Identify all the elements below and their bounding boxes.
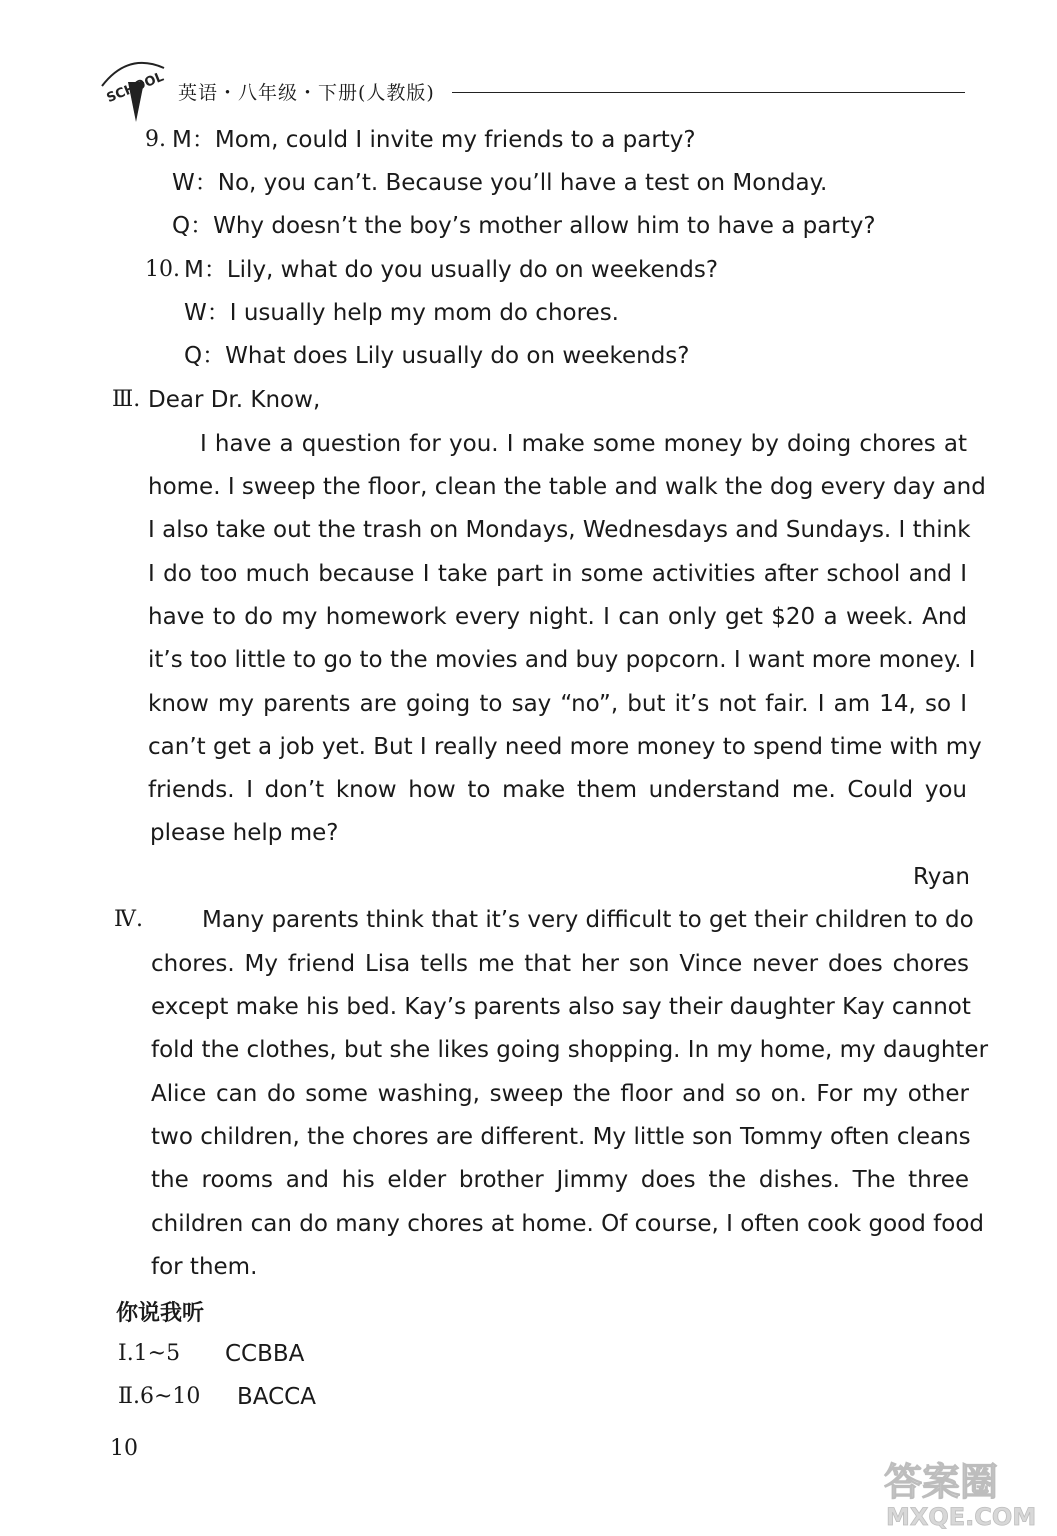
passage-line: chores. My friend Lisa tells me that her son Vince never does chores — [151, 951, 969, 977]
passage-line-last: for them. — [151, 1254, 258, 1280]
letter-line-last: please help me? — [150, 820, 339, 846]
passage-line: children can do many chores at home. Of course, I often cook good food — [151, 1211, 984, 1237]
answer-value-2: BACCA — [237, 1384, 316, 1410]
letter-line: it’s too little to go to the movies and buy popcorn. I want more money. I — [148, 647, 976, 673]
answer-label-2: Ⅱ.6~10 — [118, 1384, 201, 1409]
item-10-number: 10. — [145, 257, 180, 282]
letter-line: I also take out the trash on Mondays, Wednesdays and Sundays. I think — [148, 517, 971, 543]
passage-line: fold the clothes, but she likes going shopping. In my home, my daughter — [151, 1037, 989, 1063]
letter-signature: Ryan — [912, 864, 970, 890]
passage-line: Alice can do some washing, sweep the floor and so on. For my other — [151, 1081, 969, 1107]
speaking-heading: 你说我听 — [116, 1301, 205, 1326]
passage-line: the rooms and his elder brother Jimmy does the dishes. The three — [151, 1167, 969, 1193]
letter-greeting: Dear Dr. Know, — [148, 387, 321, 413]
item-10-w: W：I usually help my mom do chores. — [184, 300, 619, 326]
header-title: 英语・八年级・下册(人教版) — [178, 82, 435, 104]
passage-line: Many parents think that it’s very difficult to get their children to do — [202, 907, 974, 933]
header-rule — [452, 92, 965, 93]
logo-text: SCHOOL — [104, 69, 167, 107]
item-9-number: 9. — [145, 127, 166, 152]
watermark-bottom: MXQE.COM — [886, 1503, 1037, 1530]
section-4-label: Ⅳ. — [114, 907, 143, 932]
watermark-top: 答案圈 — [884, 1460, 999, 1504]
item-9-m: M：Mom, could I invite my friends to a party? — [172, 127, 696, 153]
item-9-w: W：No, you can’t. Because you’ll have a test on Monday. — [172, 170, 828, 196]
item-9-q: Q：Why doesn’t the boy’s mother allow him to have a party? — [172, 213, 876, 239]
passage-line: two children, the chores are different. My little son Tommy often cleans — [151, 1124, 971, 1150]
passage-line: except make his bed. Kay’s parents also say their daughter Kay cannot — [151, 994, 971, 1020]
watermark-logo — [880, 1455, 1050, 1530]
letter-line: can’t get a job yet. But I really need more money to spend time with my — [148, 734, 982, 760]
page-number: 10 — [110, 1436, 138, 1461]
answer-value-1: CCBBA — [225, 1341, 305, 1367]
letter-line: I have a question for you. I make some money by doing chores at — [200, 431, 967, 457]
letter-line: I do too much because I take part in some activities after school and I — [148, 561, 967, 587]
answer-label-1: Ⅰ.1~5 — [118, 1341, 181, 1366]
letter-line: have to do my homework every night. I can only get $20 a week. And — [148, 604, 967, 630]
school-logo — [98, 58, 170, 124]
item-10-q: Q：What does Lily usually do on weekends? — [184, 343, 690, 369]
letter-line: home. I sweep the floor, clean the table and walk the dog every day and — [148, 474, 986, 500]
letter-line: friends. I don’t know how to make them understand me. Could you — [148, 777, 967, 803]
item-10-m: M：Lily, what do you usually do on weekends? — [184, 257, 719, 283]
section-3-label: Ⅲ. — [112, 387, 141, 412]
letter-line: know my parents are going to say “no”, but it’s not fair. I am 14, so I — [148, 691, 967, 717]
